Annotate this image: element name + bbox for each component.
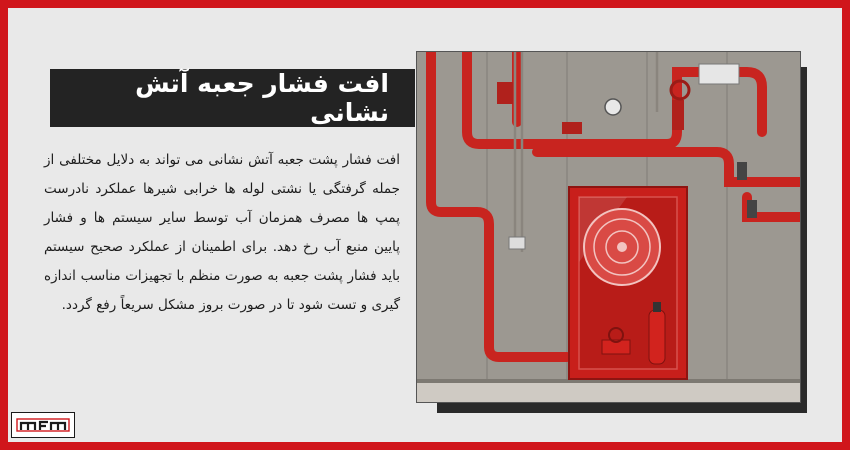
article-title-text: افت فشار جعبه آتش نشانی: [135, 69, 389, 127]
article-title: [50, 69, 415, 127]
brand-logo: [11, 412, 75, 438]
article-paragraph: افت فشار پشت جعبه آتش نشانی می تواند به دلایل مختلفی از جمله گرفتگی یا نشتی لوله ها خرابی شیرها عملکرد نادرست پمپ ها مصرف همزمان آب توسط سایر سیستم ها و فشار پایین منبع آب رخ دهد. برای اطمینان از عملکرد صحیح سیستم باید فشار پشت جعبه به صورت منظم با تجهیزات مناسب اندازه گیری و تست شود تا در صورت بروز مشکل سریعاً رفع گردد.: [44, 152, 400, 313]
fire-cabinet-photo: [416, 51, 801, 403]
logo-mark-icon: [16, 417, 70, 433]
